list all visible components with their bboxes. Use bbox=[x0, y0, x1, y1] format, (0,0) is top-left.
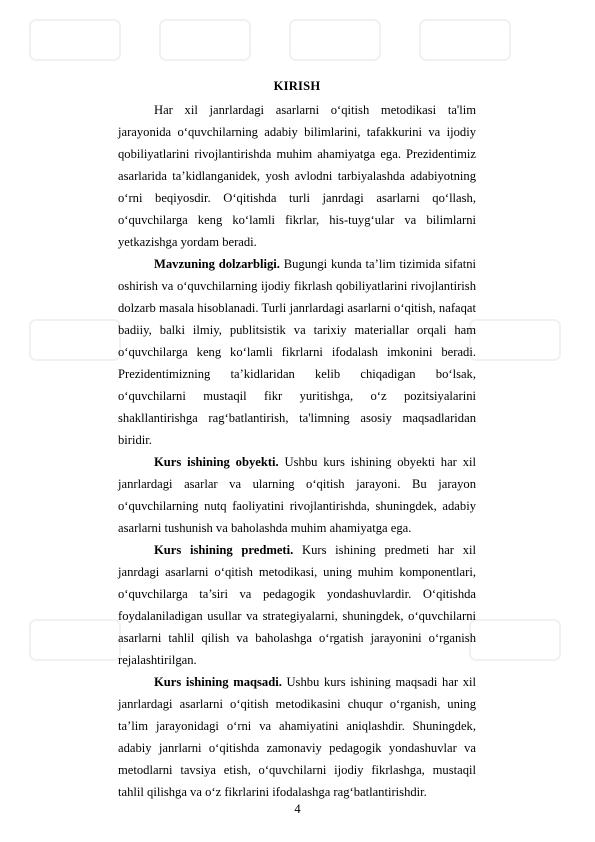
paragraph-lead: Kurs ishining maqsadi. bbox=[154, 675, 282, 689]
document-page bbox=[118, 75, 476, 803]
page-title: KIRISH bbox=[273, 79, 321, 93]
paragraph-text: Bugungi kunda ta’lim tizimida sifatni oshirish va o‘quvchilarning ijodiy fikrlash qobiliyatlarini rivojlantirish dolzarb masala hisoblanadi. Turli janrlardagi asarlarni o‘qitish, nafaqat badiiy, balki ilmiy, publitsistik va tarixiy materiallar orqali ham o‘quvchilarga keng ko‘lamli fikrlarni ifodalash imkonini beradi. Prezidentimizning ta’kidlaridan kelib chiqadigan bo‘lsak, o‘quvchilarni mustaqil fikr yuritishga, o‘z pozitsiyalarini shakllantirishga rag‘batlantirish, ta'limning asosiy maqsadlaridan biridir. bbox=[118, 257, 476, 447]
paragraph-intro bbox=[118, 99, 476, 253]
paragraph-lead: Kurs ishining predmeti. bbox=[154, 543, 294, 557]
paragraph-subject bbox=[118, 539, 476, 671]
paragraph-lead: Mavzuning dolzarbligi. bbox=[154, 257, 280, 271]
paragraph-text: Ushbu kurs ishining maqsadi har xil janrlardagi asarlarni o‘qitish metodikasini chuqur o‘rganish, uning ta’lim jarayonidagi o‘rni va ahamiyatini aniqlashdir. Shuningdek, adabiy janrlarni o‘qitishda zamonaviy pedagogik yondashuvlar va metodlarni tavsiya etish, o‘quvchilarni ijodiy fikrlashga, mustaqil tahlil qilishga va o‘z fikrlarini ifodalashga rag‘batlantirishdir. bbox=[118, 675, 476, 799]
paragraph-text: Kurs ishining predmeti har xil janrdagi asarlarni o‘qitish metodikasi, uning muhim komponentlari, o‘quvchilarga ta’siri va pedagogik yondashuvlardir. O‘qitishda foydalaniladigan usullar va strategiyalarni, shuningdek, o‘quvchilarni asarlarni tahlil qilish va baholashga o‘rgatish jarayonini o‘rganish rejalashtirilgan. bbox=[118, 543, 476, 667]
paragraph-lead: Kurs ishining obyekti. bbox=[154, 455, 279, 469]
paragraph-goal bbox=[118, 671, 476, 803]
paragraph-object bbox=[118, 451, 476, 539]
paragraph-relevance bbox=[118, 253, 476, 451]
paragraph-text: Ushbu kurs ishining obyekti har xil janrlardagi asarlar va ularning o‘qitish jarayoni. Bu jarayon o‘quvchilarning nutq faoliyatini rivojlantirishda, shuningdek, adabiy asarlarni tushunish va baholashda muhim ahamiyatga ega. bbox=[118, 455, 477, 535]
paragraph-text: Har xil janrlardagi asarlarni o‘qitish metodikasi ta'lim jarayonida o‘quvchilarning adabiy bilimlarini, tafakkurini va ijodiy qobiliyatlarini rivojlantirishda muhim ahamiyatga ega. Prezidentimiz asarlarida ta’kidlanganidek, yosh avlodni tarbiyalashda adabiyotning o‘rni beqiyosdir. O‘qitishda turli janrdagi asarlarni qo‘llash, o‘quvchilarga keng ko‘lamli fikrlar, his-tuyg‘ular va bilimlarni yetkazishga yordam beradi. bbox=[118, 103, 476, 249]
page-number: 4 bbox=[294, 802, 301, 816]
